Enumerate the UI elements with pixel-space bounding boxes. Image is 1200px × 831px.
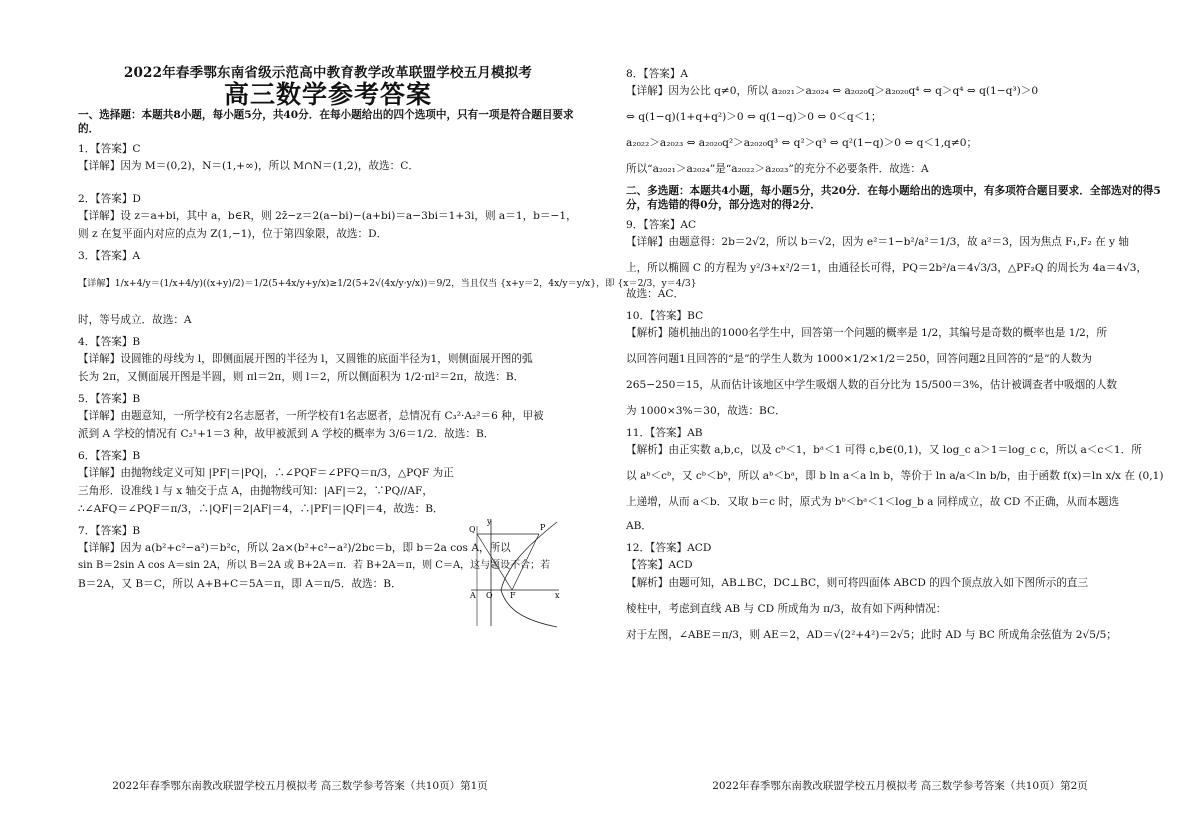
detail-line: 三角形．设准线 l 与 x 轴交于点 A，由抛物线可知：|AF|＝2，∵PQ//AF， bbox=[78, 485, 433, 497]
answer-block-10 bbox=[626, 309, 1178, 418]
detail-line: 故选：AC． bbox=[626, 288, 685, 300]
detail-line: AB． bbox=[626, 520, 653, 532]
answer-line: 5．【答案】B bbox=[78, 393, 141, 405]
detail-text bbox=[78, 159, 578, 173]
answer-line: 6．【答案】B bbox=[78, 450, 141, 462]
answer-line: 12．【答案】ACD bbox=[626, 542, 712, 554]
detail-line: 对于左图，∠ABE＝π/3，则 AE＝2，AD＝√(2²+4²)＝2√5；此时 AD 与 BC 所成角余弦值为 2√5/5； bbox=[626, 629, 1117, 641]
answer-line: 3．【答案】A bbox=[78, 250, 141, 262]
segment-pf bbox=[512, 534, 539, 590]
section-heading-single-choice: 一、选择题：本题共8小题，每小题5分，共40分．在每小题给出的四个选项中，只有一项是符合题目要求的． bbox=[78, 109, 574, 135]
detail-text bbox=[78, 466, 578, 516]
detail-line: 以 aᵇ＜cᵇ，又 cᵇ＜bᵇ，所以 aᵇ＜bᵃ，即 b ln a＜a ln b，等价于 ln a/a＜ln b/b，由于函数 f(x)＝ln x/x 在 (0,1) bbox=[626, 470, 1164, 482]
label-x: x bbox=[555, 591, 560, 600]
answer-line: 9．【答案】AC bbox=[626, 219, 697, 231]
answer-block-1 bbox=[78, 142, 578, 173]
detail-line: 长为 2π，又侧面展开图是半圆，则 πl＝2π，则 l＝2，所以侧面积为 1/2·πl²＝2π，故选：B． bbox=[78, 371, 525, 383]
answer-block-5 bbox=[78, 392, 578, 441]
detail-text bbox=[78, 409, 578, 441]
detail-text bbox=[626, 326, 1178, 418]
label-q: Q bbox=[469, 525, 476, 534]
detail-line: 【详解】因为 M＝(0,2)，N＝(1,+∞)，所以 M∩N＝(1,2)，故选：C． bbox=[78, 160, 419, 172]
detail-line: 上递增，从而 a＜b．又取 b＝c 时，原式为 bᵇ＜bᵃ＜1＜log_b a 同样成立，故 CD 不正确，从而本题选 bbox=[626, 496, 1120, 508]
label-p: P bbox=[540, 523, 546, 532]
detail-text bbox=[78, 209, 578, 241]
detail-line: 为 1000×3%＝30，故选：BC． bbox=[626, 405, 786, 417]
answer-line: 1．【答案】C bbox=[78, 143, 141, 155]
detail-line: 265−250＝15，从而估计该地区中学生吸烟人数的百分比为 15/500＝3%，估计被调查者中吸烟的人数 bbox=[626, 379, 1118, 391]
exam-title: 2022年春季鄂东南省级示范高中教育教学改革联盟学校五月模拟考 bbox=[123, 65, 533, 81]
detail-line: 【解析】由正实数 a,b,c，以及 cᵇ＜1，bᵃ＜1 可得 c,b∈(0,1)，又 log_c a＞1＝log_c c，所以 a＜c＜1．所 bbox=[626, 444, 1142, 456]
detail-text bbox=[626, 235, 1178, 301]
detail-line: ∴∠AFQ＝∠PQF＝π/3，∴|QF|＝2|AF|＝4，∴|PF|＝|QF|＝4，故选：B． bbox=[78, 503, 444, 515]
section-heading-multi-choice: 二、多选题：本题共4小题，每小题5分，共20分．在每小题给出的选项中，有多项符合题目要求．全部选对的得5分，有选错的得0分，部分选对的得2分． bbox=[626, 185, 1161, 211]
answer-block-4 bbox=[78, 335, 578, 384]
detail-line: 【详解】1/x+4/y＝(1/x+4/y)((x+y)/2)＝1/2(5+4x/y+y/x)≥1/2(5+2√(4x/y·y/x))＝9/2，当且仅当 {x+y＝2，4x/y＝y/x}，即 {x＝2/3，y＝4/3} bbox=[78, 278, 697, 289]
detail-line: ⇔ q(1−q)(1+q+q²)＞0 ⇔ q(1−q)＞0 ⇔ 0＜q＜1； bbox=[626, 111, 882, 123]
detail-line: 派到 A 学校的情况有 C₂¹+1＝3 种，故甲被派到 A 学校的概率为 3/6＝1/2．故选：B． bbox=[78, 428, 495, 440]
label-o: O bbox=[486, 591, 493, 600]
answer-line: 8．【答案】A bbox=[626, 68, 689, 80]
answer-block-6 bbox=[78, 449, 578, 516]
detail-line: 【详解】因为公比 q≠0，所以 a₂₀₂₁＞a₂₀₂₄ ⇔ a₂₀₂₀q＞a₂₀₂₀q⁴ ⇔ q＞q⁴ ⇔ q(1−q³)＞0 bbox=[626, 85, 1039, 97]
answer-line: 7．【答案】B bbox=[78, 525, 141, 537]
detail-text bbox=[626, 443, 1178, 533]
detail-line: 【答案】ACD bbox=[626, 559, 693, 571]
segment-qf bbox=[477, 534, 512, 590]
detail-line: sin B＝2sin A cos A＝sin 2A，所以 B＝2A 或 B+2A＝π．若 B+2A＝π，则 C＝A，这与题设不合；若 bbox=[78, 560, 551, 571]
detail-line: 【详解】由题意得：2b＝2√2，所以 b＝√2，因为 e²＝1−b²/a²＝1/3，故 a²＝3，因为焦点 F₁,F₂ 在 y 轴 bbox=[626, 236, 1130, 248]
parabola-figure bbox=[467, 516, 562, 628]
page-footer: 2022年春季鄂东南教改联盟学校五月模拟考 高三数学参考答案（共10页）第2页 bbox=[712, 780, 1088, 792]
answer-block-2 bbox=[78, 192, 578, 241]
detail-line: 【解析】随机抽出的1000名学生中，回答第一个问题的概率是 1/2，其编号是奇数的概率也是 1/2，所 bbox=[626, 327, 1107, 339]
detail-text bbox=[626, 558, 1178, 642]
page-footer: 2022年春季鄂东南教改联盟学校五月模拟考 高三数学参考答案（共10页）第1页 bbox=[112, 780, 488, 792]
label-a: A bbox=[470, 591, 476, 600]
detail-line: 【详解】设 z＝a+bi，其中 a，b∈R，则 2z̄−z＝2(a−bi)−(a+bi)＝a−3bi＝1+3i，则 a＝1，b＝−1， bbox=[78, 210, 577, 222]
answer-block-9 bbox=[626, 218, 1178, 301]
detail-line: 【详解】由抛物线定义可知 |PF|＝|PQ|，∴∠PQF＝∠PFQ＝π/3，△PQF 为正 bbox=[78, 467, 454, 479]
detail-line: 则 z 在复平面内对应的点为 Z(1,−1)，位于第四象限，故选：D． bbox=[78, 228, 388, 240]
detail-text bbox=[78, 352, 578, 384]
answer-block-12 bbox=[626, 541, 1178, 642]
answer-line: 2．【答案】D bbox=[78, 193, 141, 205]
detail-line: 【详解】因为 a(b²+c²−a²)＝b²c，所以 2a×(b²+c²−a²)/2bc＝b，即 b＝2a cos A，所以 bbox=[78, 542, 511, 554]
label-f: F bbox=[510, 591, 516, 600]
detail-line: 上，所以椭圆 C 的方程为 y²/3+x²/2＝1，由通径长可得，PQ＝2b²/a＝4√3/3，△PF₂Q 的周长为 4a＝4√3， bbox=[626, 262, 1148, 274]
answer-key-title: 高三数学参考答案 bbox=[223, 80, 432, 109]
detail-line: 所以“a₂₀₂₁＞a₂₀₂₄”是“a₂₀₂₂＞a₂₀₂₃”的充分不必要条件．故选：A bbox=[626, 163, 929, 175]
detail-line: 以回答问题1且回答的“是”的学生人数为 1000×1/2×1/2＝250，回答问题2且回答的“是”的人数为 bbox=[626, 353, 1092, 365]
answer-block-11 bbox=[626, 426, 1178, 533]
detail-text bbox=[626, 84, 1178, 176]
detail-line: 时，等号成立．故选：A bbox=[78, 314, 192, 326]
parabola-upper-branch bbox=[501, 522, 557, 590]
detail-line: a₂₀₂₂＞a₂₀₂₃ ⇔ a₂₀₂₀q²＞a₂₀₂₀q³ ⇔ q²＞q³ ⇔ q²(1−q)＞0 ⇔ q＜1,q≠0； bbox=[626, 137, 978, 149]
page-2 bbox=[600, 0, 1200, 831]
page-2-content bbox=[626, 62, 1178, 650]
detail-line: 【详解】设圆锥的母线为 l，即侧面展开图的半径为 l，又圆锥的底面半径为1，则侧面展开图的弧 bbox=[78, 353, 533, 365]
label-y: y bbox=[487, 517, 492, 526]
detail-line: B＝2A，又 B＝C，所以 A+B+C＝5A＝π，即 A＝π/5．故选：B． bbox=[78, 578, 402, 590]
answer-line: 10．【答案】BC bbox=[626, 310, 704, 322]
answer-line: 11．【答案】AB bbox=[626, 427, 703, 439]
detail-line: 棱柱中，考虑到直线 AB 与 CD 所成角为 π/3，故有如下两种情况： bbox=[626, 603, 947, 615]
detail-line: 【详解】由题意知，一所学校有2名志愿者，一所学校有1名志愿者，总情况有 C₃²·A₂²＝6 种，甲被 bbox=[78, 410, 544, 422]
detail-line: 【解析】由题可知，AB⊥BC，DC⊥BC，则可将四面体 ABCD 的四个顶点放入如下图所示的直三 bbox=[626, 577, 1089, 589]
answer-block-8 bbox=[626, 67, 1178, 176]
answer-line: 4．【答案】B bbox=[78, 336, 141, 348]
